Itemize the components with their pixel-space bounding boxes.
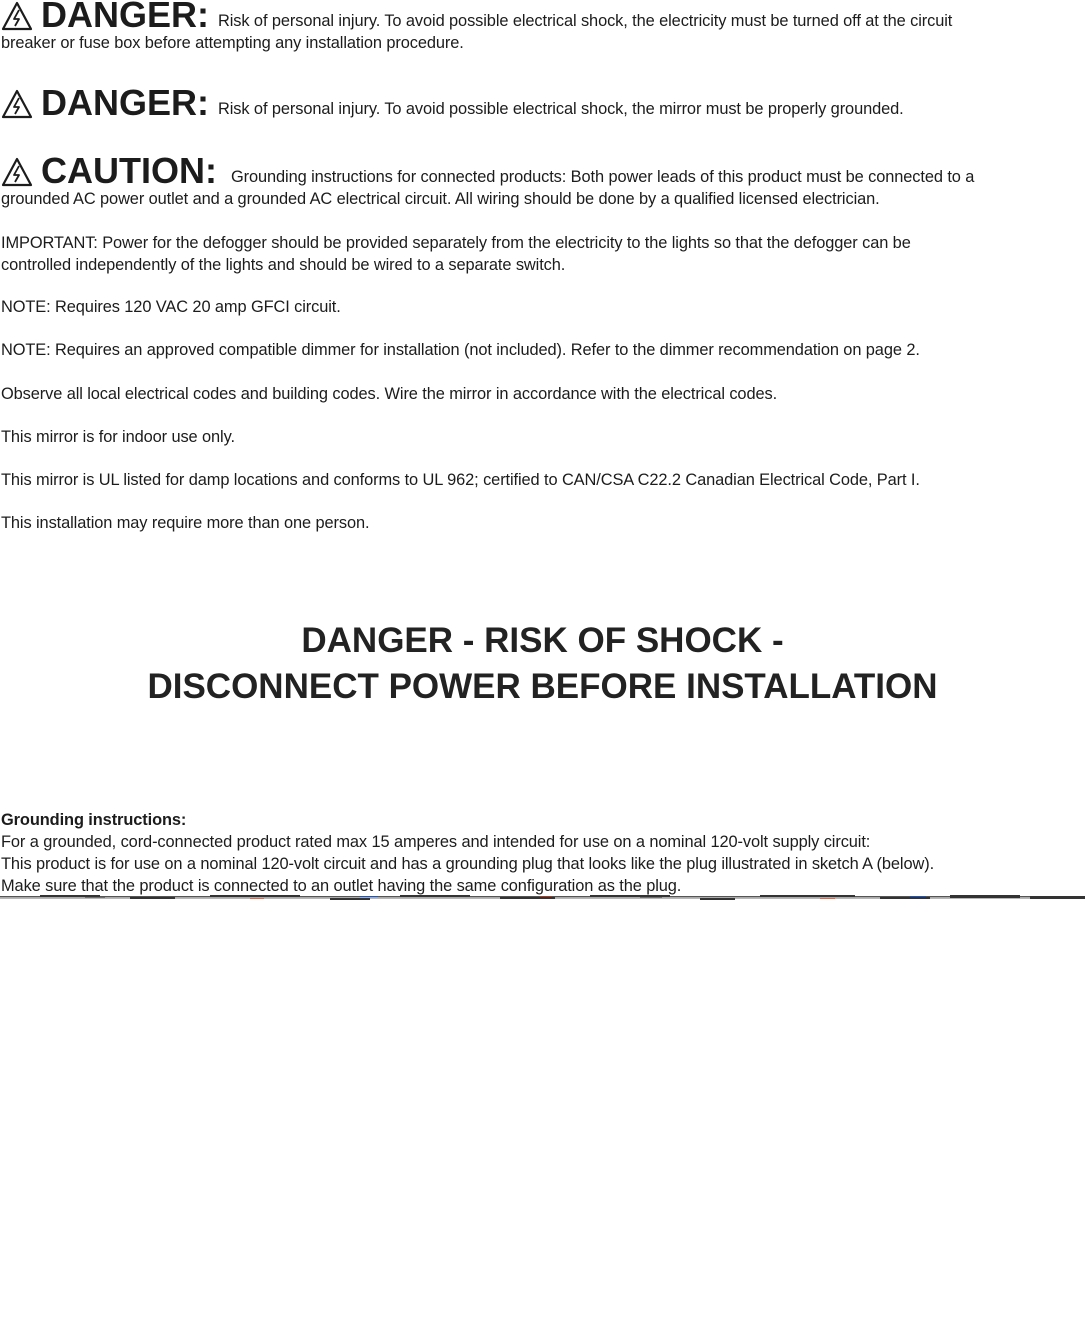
note-indoor-use: This mirror is for indoor use only.	[1, 428, 235, 446]
warning-word: CAUTION:	[41, 150, 217, 191]
danger-headline	[0, 618, 1085, 710]
note-circuit: NOTE: Requires 120 VAC 20 amp GFCI circuit.	[1, 298, 341, 316]
grounding-line: This product is for use on a nominal 120-volt circuit and has a grounding plug that looks like the plug illustrated in sketch A (below).	[1, 855, 935, 873]
warning-line	[1, 0, 1079, 35]
grounding-title: Grounding instructions:	[1, 811, 187, 829]
note-persons: This installation may require more than one person.	[1, 514, 370, 532]
warning-line	[1, 150, 1079, 191]
danger-warning-grounding	[1, 82, 1079, 123]
warning-rest-text: grounded AC power outlet and a grounded AC electrical circuit. All wiring should be done by a qualified licensed electrician.	[1, 190, 880, 208]
warning-line	[1, 82, 1079, 123]
warning-rest-text: breaker or fuse box before attempting any installation procedure.	[1, 34, 464, 52]
note-dimmer: NOTE: Requires an approved compatible dimmer for installation (not included). Refer to the dimmer recommendation on page 2.	[1, 341, 920, 359]
grounding-line: Make sure that the product is connected to an outlet having the same configuration as the plug.	[1, 877, 682, 895]
scan-artifact-divider	[0, 895, 1085, 903]
electrical-warning-icon	[1, 157, 33, 187]
grounding-line: For a grounded, cord-connected product rated max 15 amperes and intended for use on a nominal 120-volt supply circuit:	[1, 833, 871, 851]
warning-lead-text: Grounding instructions for connected products: Both power leads of this product must be connected to a	[230, 168, 975, 186]
headline-line-2: DISCONNECT POWER BEFORE INSTALLATION	[147, 667, 938, 706]
electrical-warning-icon	[1, 89, 33, 119]
important-note-line: IMPORTANT: Power for the defogger should be provided separately from the electricity to the lights so that the defogger can be	[1, 234, 911, 252]
warning-word: DANGER:	[41, 82, 209, 123]
danger-warning-power	[1, 0, 1079, 54]
note-ul-listing: This mirror is UL listed for damp locations and conforms to UL 962; certified to CAN/CSA C22.2 Canadian Electrical Code, Part I.	[1, 471, 920, 489]
caution-warning-connected-products	[1, 150, 1079, 210]
warning-lead-text: Risk of personal injury. To avoid possible electrical shock, the electricity must be turned off at the circuit	[218, 12, 953, 30]
warning-lead-text: Risk of personal injury. To avoid possible electrical shock, the mirror must be properly grounded.	[218, 100, 904, 118]
headline-line-1: DANGER - RISK OF SHOCK -	[301, 621, 784, 660]
warning-word: DANGER:	[41, 0, 209, 35]
important-note	[1, 232, 1079, 276]
important-note-line: controlled independently of the lights and should be wired to a separate switch.	[1, 256, 566, 274]
note-electrical-codes: Observe all local electrical codes and building codes. Wire the mirror in accordance with the electrical codes.	[1, 385, 778, 403]
electrical-warning-icon	[1, 1, 33, 31]
grounding-instructions	[1, 809, 1079, 897]
